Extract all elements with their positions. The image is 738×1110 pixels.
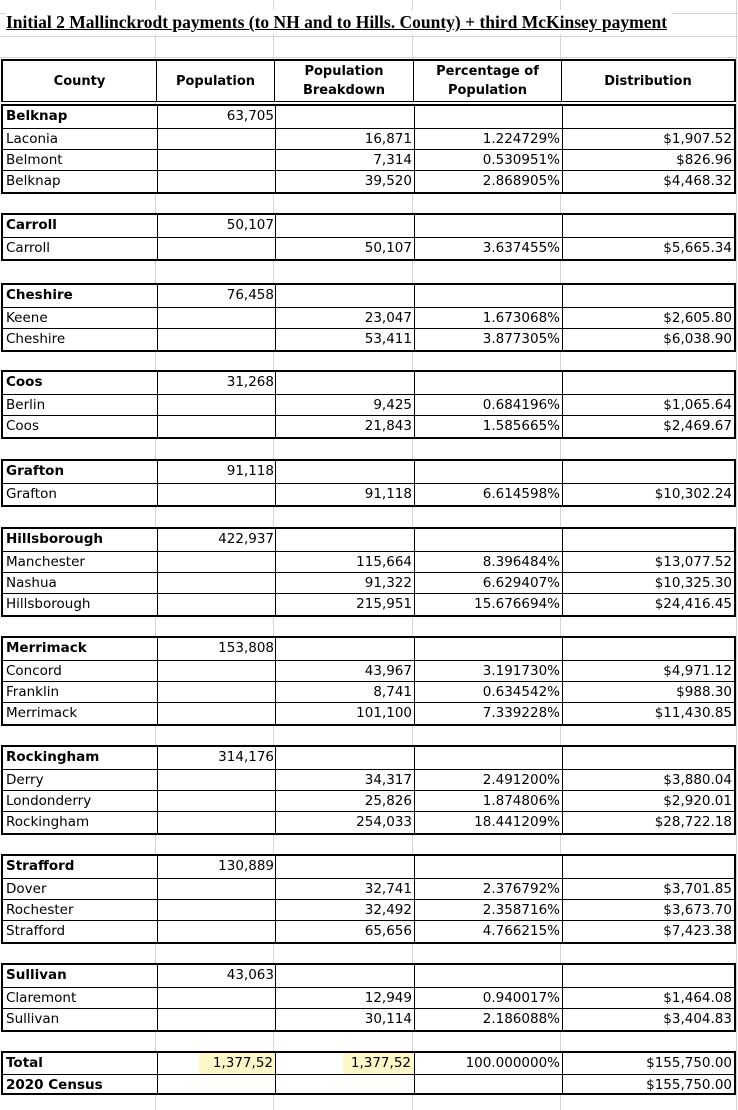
row-percentage: 2.358716% — [482, 902, 560, 918]
row-distribution: $3,404.83 — [663, 1011, 732, 1027]
county-header-row — [3, 106, 734, 127]
county-group-merrimack — [1, 636, 736, 726]
row-percentage: 1.673068% — [482, 310, 560, 326]
grid-line — [0, 36, 738, 37]
row-distribution: $3,701.85 — [663, 881, 732, 897]
row-breakdown: 34,317 — [364, 772, 412, 788]
table-row — [3, 170, 734, 191]
row-county: Sullivan — [6, 1011, 60, 1027]
row-distribution: $13,077.52 — [654, 554, 732, 570]
row-percentage: 6.614598% — [482, 486, 560, 502]
row-county: Merrimack — [6, 705, 78, 721]
row-breakdown: 8,741 — [373, 684, 412, 700]
row-county: Coos — [6, 418, 39, 434]
county-group-sullivan — [1, 963, 736, 1032]
county-name: Carroll — [6, 217, 57, 233]
table-row — [3, 681, 734, 702]
row-distribution: $1,464.08 — [663, 990, 732, 1006]
county-name: Grafton — [6, 463, 65, 479]
row-breakdown: 215,951 — [356, 596, 412, 612]
row-distribution: $3,673.70 — [663, 902, 732, 918]
row-county: Franklin — [6, 684, 60, 700]
table-row — [3, 878, 734, 899]
county-header-row — [3, 638, 734, 659]
total-label: Total — [6, 1055, 43, 1071]
county-header-row — [3, 856, 734, 877]
table-row — [3, 920, 734, 941]
header-percentage: Percentage of Population — [414, 61, 562, 101]
row-distribution: $5,665.34 — [663, 240, 732, 256]
county-name: Hillsborough — [6, 531, 103, 547]
county-population: 422,937 — [218, 531, 274, 547]
row-county: Rochester — [6, 902, 74, 918]
county-group-rockingham — [1, 745, 736, 835]
row-county: Laconia — [6, 131, 59, 147]
row-distribution: $10,302.24 — [654, 486, 732, 502]
row-county: Grafton — [6, 486, 57, 502]
table-row — [3, 899, 734, 920]
row-breakdown: 16,871 — [364, 131, 412, 147]
table-row — [3, 811, 734, 832]
row-percentage: 0.684196% — [482, 397, 560, 413]
table-row — [3, 128, 734, 149]
county-header-row — [3, 285, 734, 306]
county-name: Strafford — [6, 858, 75, 874]
table-row — [3, 149, 734, 170]
row-distribution: $988.30 — [676, 684, 732, 700]
row-county: Derry — [6, 772, 44, 788]
county-group-grafton — [1, 459, 736, 507]
total-population: 1,377,52 — [199, 1053, 275, 1074]
county-group-hillsborough — [1, 527, 736, 617]
row-breakdown: 7,314 — [373, 152, 412, 168]
row-percentage: 7.339228% — [482, 705, 560, 721]
row-county: Cheshire — [6, 331, 66, 347]
row-percentage: 1.224729% — [482, 131, 560, 147]
county-group-cheshire — [1, 283, 736, 352]
total-row — [3, 1053, 734, 1074]
county-header-row — [3, 372, 734, 393]
row-distribution: $3,880.04 — [663, 772, 732, 788]
row-distribution: $10,325.30 — [654, 575, 732, 591]
row-distribution: $2,469.67 — [663, 418, 732, 434]
row-county: Carroll — [6, 240, 51, 256]
row-breakdown: 32,492 — [364, 902, 412, 918]
table-row — [3, 593, 734, 614]
row-breakdown: 39,520 — [364, 173, 412, 189]
header-distribution: Distribution — [604, 73, 692, 89]
row-percentage: 15.676694% — [474, 596, 560, 612]
row-percentage: 4.766215% — [482, 923, 560, 939]
county-name: Coos — [6, 374, 43, 390]
table-row — [3, 1008, 734, 1029]
row-distribution: $826.96 — [676, 152, 732, 168]
table-row — [3, 483, 734, 504]
county-header-row — [3, 461, 734, 482]
county-population: 43,063 — [226, 967, 274, 983]
county-group-carroll — [1, 213, 736, 261]
county-group-strafford — [1, 854, 736, 944]
header-population-breakdown: Population Breakdown — [275, 61, 414, 101]
row-breakdown: 254,033 — [356, 814, 412, 830]
row-distribution: $1,907.52 — [663, 131, 732, 147]
row-distribution: $28,722.18 — [654, 814, 732, 830]
row-percentage: 2.186088% — [482, 1011, 560, 1027]
census-label: 2020 Census — [6, 1077, 103, 1093]
county-population: 76,458 — [226, 287, 274, 303]
table-row — [3, 987, 734, 1008]
row-percentage: 6.629407% — [482, 575, 560, 591]
county-population: 50,107 — [226, 217, 274, 233]
row-breakdown: 115,664 — [356, 554, 412, 570]
table-row — [3, 702, 734, 723]
row-percentage: 3.877305% — [482, 331, 560, 347]
census-row — [3, 1074, 734, 1095]
row-percentage: 2.868905% — [482, 173, 560, 189]
row-distribution: $2,920.01 — [663, 793, 732, 809]
table-row — [3, 769, 734, 790]
table-row — [3, 307, 734, 328]
table-row — [3, 237, 734, 258]
header-county: County — [3, 61, 157, 101]
table-row — [3, 328, 734, 349]
table-row — [3, 572, 734, 593]
census-distribution: $155,750.00 — [646, 1077, 732, 1093]
sheet-title: Initial 2 Mallinckrodt payments (to NH and to Hills. County) + third McKinsey payment — [6, 10, 671, 34]
row-breakdown: 50,107 — [364, 240, 412, 256]
row-percentage: 2.376792% — [482, 881, 560, 897]
row-percentage: 0.634542% — [482, 684, 560, 700]
row-percentage: 18.441209% — [474, 814, 560, 830]
total-distribution: $155,750.00 — [646, 1055, 732, 1071]
row-breakdown: 53,411 — [364, 331, 412, 347]
row-breakdown: 9,425 — [373, 397, 412, 413]
county-header-row — [3, 529, 734, 550]
county-header-row — [3, 215, 734, 236]
header-population: Population — [157, 61, 275, 101]
table-row — [3, 415, 734, 436]
row-breakdown: 21,843 — [364, 418, 412, 434]
county-population: 130,889 — [218, 858, 274, 874]
table-row — [3, 551, 734, 572]
row-breakdown: 65,656 — [364, 923, 412, 939]
county-name: Merrimack — [6, 640, 87, 656]
row-percentage: 8.396484% — [482, 554, 560, 570]
county-group-coos — [1, 370, 736, 439]
county-population: 314,176 — [218, 749, 274, 765]
row-county: Claremont — [6, 990, 77, 1006]
row-county: Belknap — [6, 173, 61, 189]
row-county: Dover — [6, 881, 47, 897]
row-county: Rockingham — [6, 814, 90, 830]
row-breakdown: 25,826 — [364, 793, 412, 809]
county-population: 91,118 — [226, 463, 274, 479]
row-percentage: 3.637455% — [482, 240, 560, 256]
row-distribution: $1,065.64 — [663, 397, 732, 413]
county-name: Cheshire — [6, 287, 73, 303]
table-row — [3, 790, 734, 811]
row-percentage: 0.530951% — [482, 152, 560, 168]
total-breakdown: 1,377,52 — [343, 1053, 414, 1074]
total-block — [1, 1051, 736, 1095]
row-county: Berlin — [6, 397, 46, 413]
row-county: Manchester — [6, 554, 85, 570]
row-distribution: $24,416.45 — [654, 596, 732, 612]
county-population: 31,268 — [226, 374, 274, 390]
county-name: Rockingham — [6, 749, 100, 765]
row-percentage: 2.491200% — [482, 772, 560, 788]
county-name: Belknap — [6, 108, 68, 124]
row-county: Concord — [6, 663, 62, 679]
grid-line — [0, 57, 738, 58]
row-percentage: 3.191730% — [482, 663, 560, 679]
row-distribution: $4,468.32 — [663, 173, 732, 189]
county-population: 63,705 — [226, 108, 274, 124]
county-header-row — [3, 965, 734, 986]
county-name: Sullivan — [6, 967, 67, 983]
row-county: Hillsborough — [6, 596, 91, 612]
row-distribution: $6,038.90 — [663, 331, 732, 347]
table-row — [3, 394, 734, 415]
row-breakdown: 30,114 — [364, 1011, 412, 1027]
total-percentage: 100.000000% — [465, 1055, 560, 1071]
county-population: 153,808 — [218, 640, 274, 656]
row-county: Nashua — [6, 575, 57, 591]
row-breakdown: 12,949 — [364, 990, 412, 1006]
row-distribution: $4,971.12 — [663, 663, 732, 679]
row-county: Keene — [6, 310, 48, 326]
county-group-belknap — [1, 104, 736, 194]
row-breakdown: 43,967 — [364, 663, 412, 679]
row-county: Belmont — [6, 152, 63, 168]
row-breakdown: 23,047 — [364, 310, 412, 326]
row-distribution: $7,423.38 — [663, 923, 732, 939]
row-breakdown: 101,100 — [356, 705, 412, 721]
row-percentage: 0.940017% — [482, 990, 560, 1006]
row-county: Strafford — [6, 923, 66, 939]
row-percentage: 1.585665% — [482, 418, 560, 434]
row-breakdown: 91,322 — [364, 575, 412, 591]
table-header — [1, 59, 736, 102]
row-distribution: $2,605.80 — [663, 310, 732, 326]
row-breakdown: 91,118 — [364, 486, 412, 502]
table-row — [3, 660, 734, 681]
row-breakdown: 32,741 — [364, 881, 412, 897]
row-county: Londonderry — [6, 793, 92, 809]
row-distribution: $11,430.85 — [654, 705, 732, 721]
county-header-row — [3, 747, 734, 768]
grid-line — [736, 0, 737, 1110]
row-percentage: 1.874806% — [482, 793, 560, 809]
